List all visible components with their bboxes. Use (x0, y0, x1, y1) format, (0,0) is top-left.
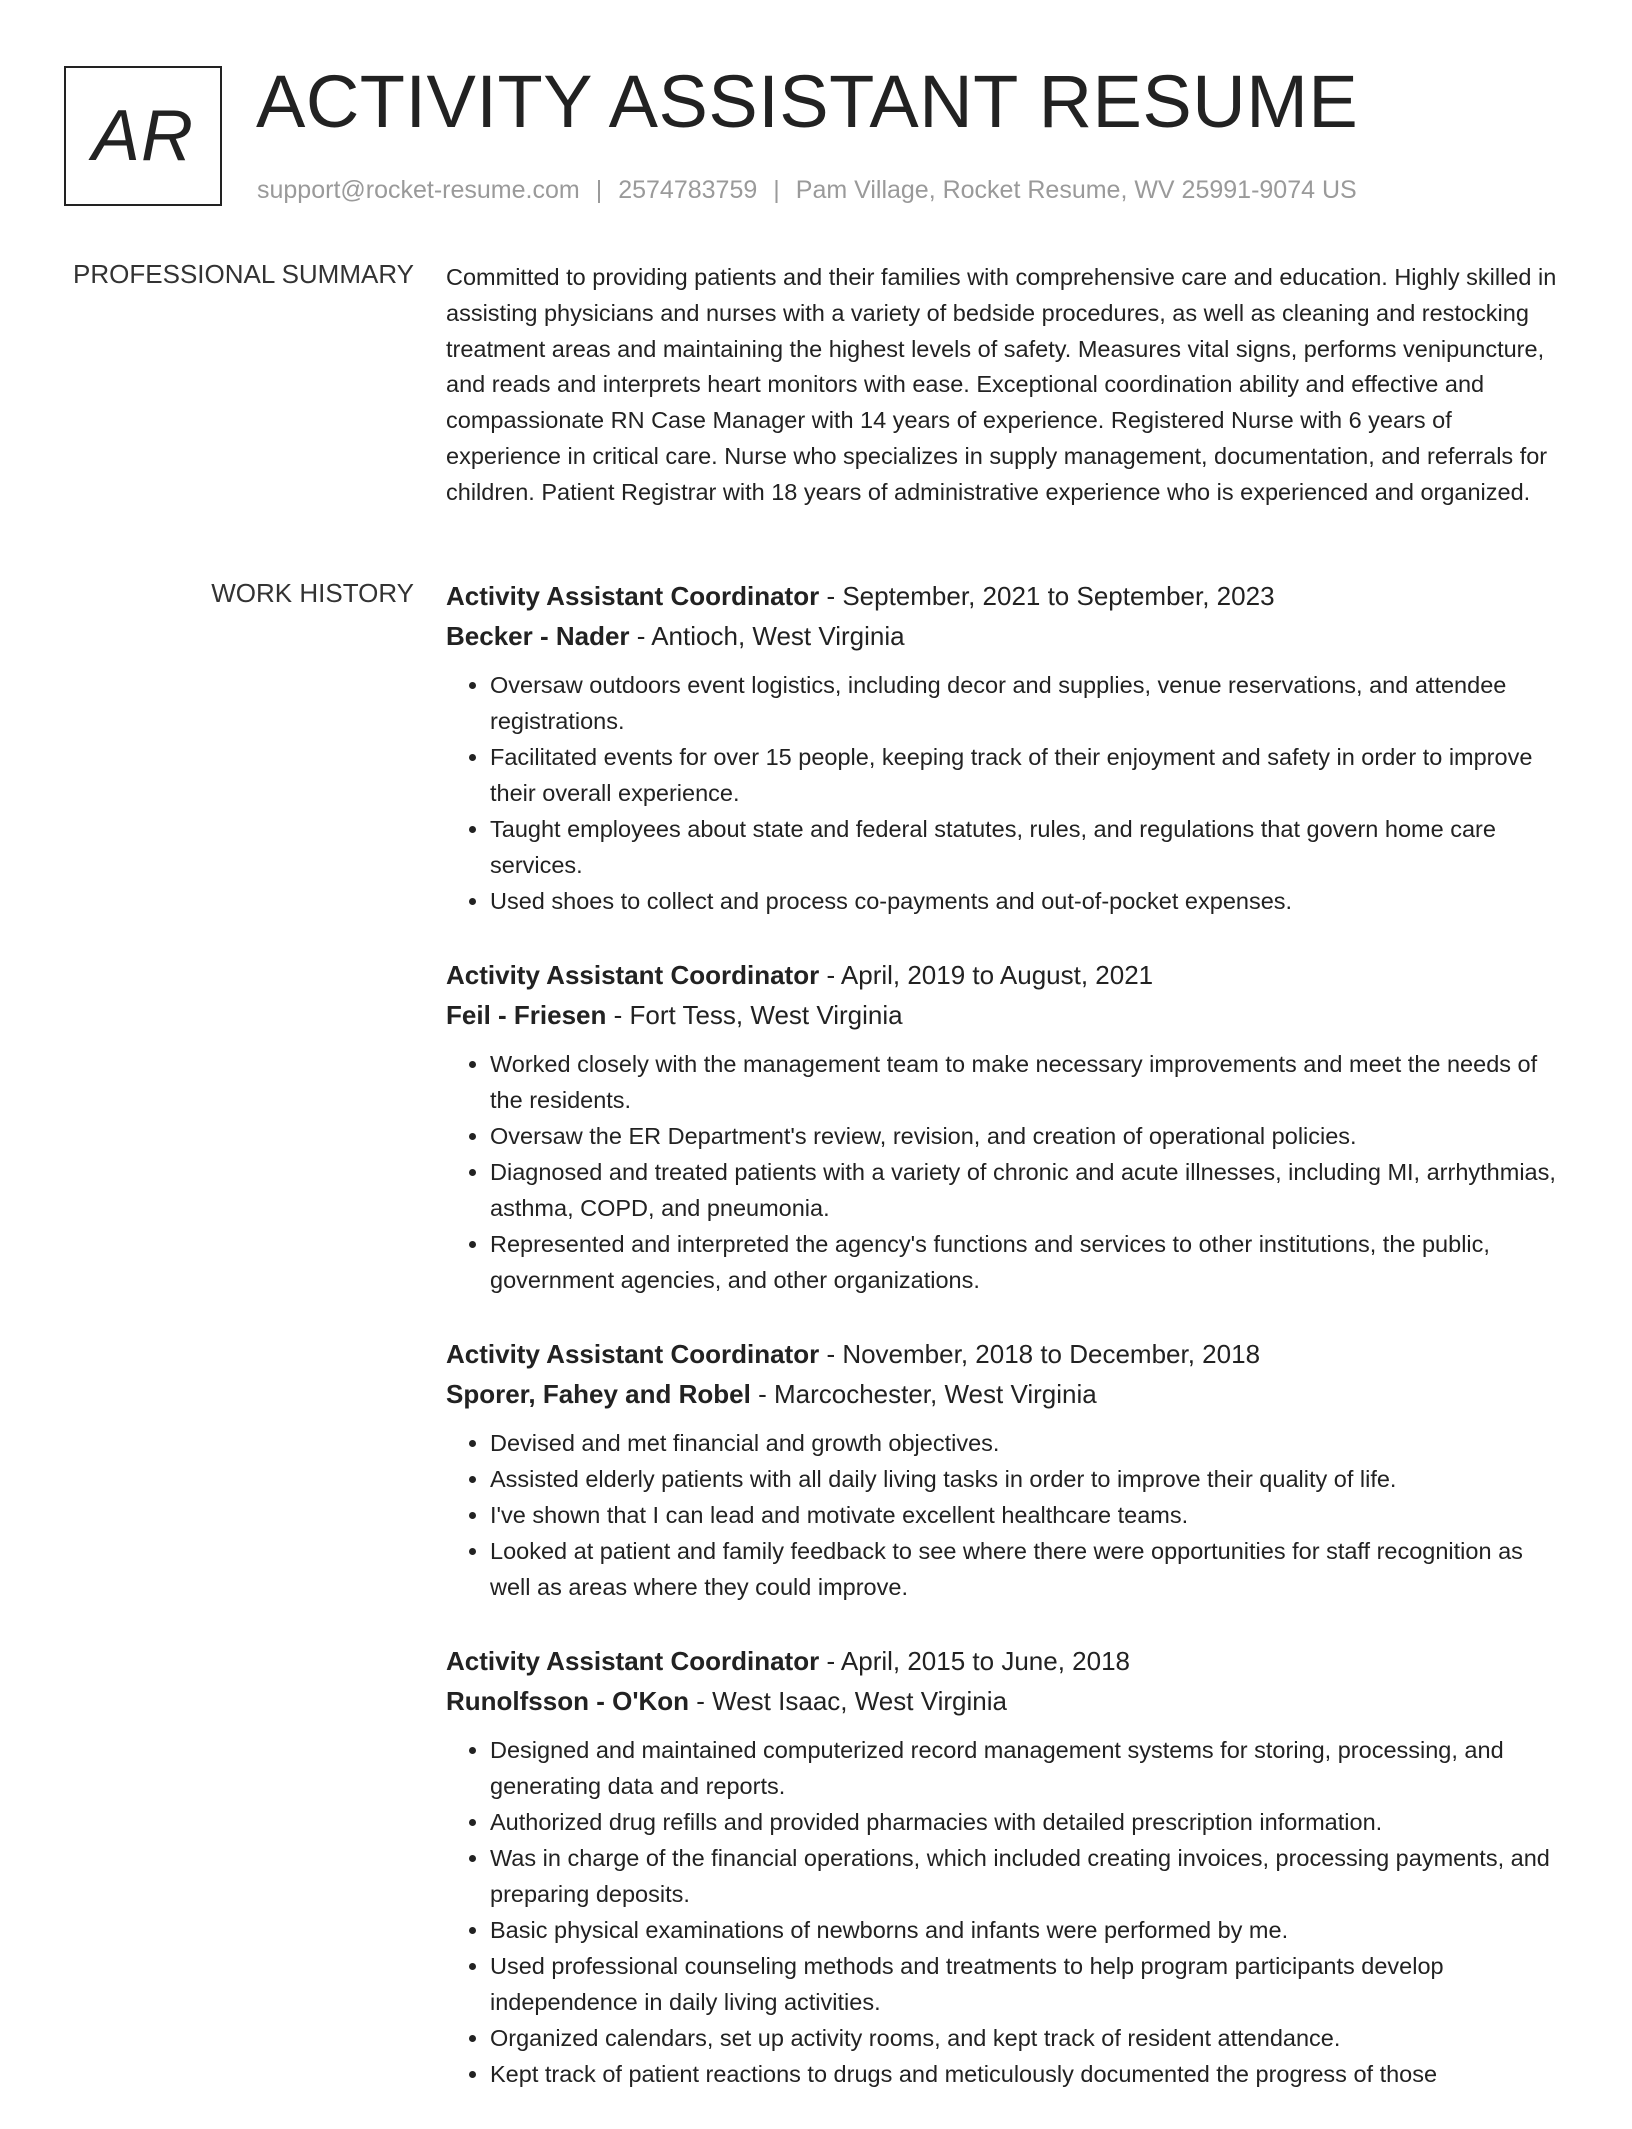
job-location: - Fort Tess, West Virginia (606, 999, 903, 1030)
job-bullets (446, 1046, 1566, 1298)
job-title: Activity Assistant Coordinator (446, 1339, 820, 1369)
job-company: Becker - Nader (446, 620, 630, 651)
job-bullet: • Worked closely with the management team to make necessary improvements and meet the needs of the residents. (490, 1046, 1566, 1118)
work-history-heading: WORK HISTORY (211, 578, 414, 608)
job-dates: - April, 2019 to August, 2021 (819, 960, 1154, 990)
job-location: - Antioch, West Virginia (629, 620, 905, 651)
job-company: Feil - Friesen (446, 999, 607, 1030)
job-bullet: • Kept track of patient reactions to drugs and meticulously documented the progress of those (490, 2056, 1566, 2092)
job-title-line (446, 577, 1566, 617)
monogram-initials: AR (91, 96, 195, 176)
job-title-line (446, 956, 1566, 996)
job-company-line (446, 1682, 1566, 1722)
job-entry (446, 1642, 1566, 2092)
job-dates: - September, 2021 to September, 2023 (819, 581, 1275, 611)
job-bullet: • Diagnosed and treated patients with a variety of chronic and acute illnesses, including MI, arrhythmias, asthma, COPD, and pneumonia. (490, 1154, 1566, 1226)
job-location: - West Isaac, West Virginia (689, 1685, 1007, 1716)
job-bullet: • Assisted elderly patients with all daily living tasks in order to improve their quality of life. (490, 1461, 1566, 1497)
summary-text: Committed to providing patients and their families with comprehensive care and education. Highly skilled in assisting physicians and nurses with a variety of bedside procedures, as well as cleaning and restocking treatment areas and maintaining the highest levels of safety. Measures vital signs, performs venipuncture, and reads and interprets heart monitors with ease. Exceptional coordination ability and effective and compassionate RN Case Manager with 14 years of experience. Registered Nurse with 6 years of experience in critical care. Nurse who specializes in supply management, documentation, and referrals for children. Patient Registrar with 18 years of administrative experience who is experienced and organized. (446, 264, 1557, 505)
resume-title: ACTIVITY ASSISTANT RESUME (256, 60, 1359, 143)
job-bullet: • Oversaw outdoors event logistics, including decor and supplies, venue reservations, and attendee registrations. (490, 667, 1566, 739)
monogram-badge (64, 66, 222, 206)
job-company-line (446, 617, 1566, 657)
job-bullets (446, 667, 1566, 919)
job-bullet: • Was in charge of the financial operations, which included creating invoices, processing payments, and preparing deposits. (490, 1840, 1566, 1912)
contact-line (257, 174, 1357, 206)
job-bullet: • I've shown that I can lead and motivate excellent healthcare teams. (490, 1497, 1566, 1533)
job-entry (446, 1335, 1566, 1605)
job-title: Activity Assistant Coordinator (446, 581, 820, 611)
job-bullet: • Used shoes to collect and process co-payments and out-of-pocket expenses. (490, 883, 1566, 919)
job-location: - Marcochester, West Virginia (750, 1378, 1097, 1409)
job-bullet: • Looked at patient and family feedback to see where there were opportunities for staff recognition as well as areas where they could improve. (490, 1533, 1566, 1605)
job-company: Runolfsson - O'Kon (446, 1685, 690, 1716)
job-dates: - November, 2018 to December, 2018 (819, 1339, 1261, 1369)
job-bullet: • Facilitated events for over 15 people, keeping track of their enjoyment and safety in order to improve their overall experience. (490, 739, 1566, 811)
job-bullet: • Oversaw the ER Department's review, revision, and creation of operational policies. (490, 1118, 1566, 1154)
job-bullet: • Used professional counseling methods and treatments to help program participants develop independence in daily living activities. (490, 1948, 1566, 2020)
summary-heading: PROFESSIONAL SUMMARY (73, 259, 414, 289)
job-bullet: • Organized calendars, set up activity rooms, and kept track of resident attendance. (490, 2020, 1566, 2056)
job-bullets (446, 1732, 1566, 2092)
job-title-line (446, 1642, 1566, 1682)
job-dates: - April, 2015 to June, 2018 (819, 1646, 1130, 1676)
job-title-line (446, 1335, 1566, 1375)
job-title: Activity Assistant Coordinator (446, 1646, 820, 1676)
job-bullet: • Taught employees about state and federal statutes, rules, and regulations that govern home care services. (490, 811, 1566, 883)
contact-separator: | (595, 176, 603, 204)
job-entry (446, 956, 1566, 1298)
work-history-list (446, 577, 1566, 2129)
contact-separator: | (773, 176, 780, 204)
job-bullet: • Devised and met financial and growth objectives. (490, 1425, 1566, 1461)
job-bullet: • Authorized drug refills and provided pharmacies with detailed prescription information. (490, 1804, 1566, 1840)
job-bullet: • Represented and interpreted the agency's functions and services to other institutions, the public, government agencies, and other organizations. (490, 1226, 1566, 1298)
job-company-line (446, 996, 1566, 1036)
job-company-line (446, 1375, 1566, 1415)
job-bullet: • Designed and maintained computerized record management systems for storing, processing, and generating data and reports. (490, 1732, 1566, 1804)
job-company: Sporer, Fahey and Robel (446, 1378, 751, 1409)
job-entry (446, 577, 1566, 919)
contact-address: Pam Village, Rocket Resume, WV 25991-9074 US (795, 176, 1357, 204)
job-title: Activity Assistant Coordinator (446, 960, 820, 990)
job-bullets (446, 1425, 1566, 1605)
contact-email: support@rocket-resume.com (257, 176, 580, 204)
contact-phone: 2574783759 (618, 176, 758, 204)
job-bullet: • Basic physical examinations of newborns and infants were performed by me. (490, 1912, 1566, 1948)
